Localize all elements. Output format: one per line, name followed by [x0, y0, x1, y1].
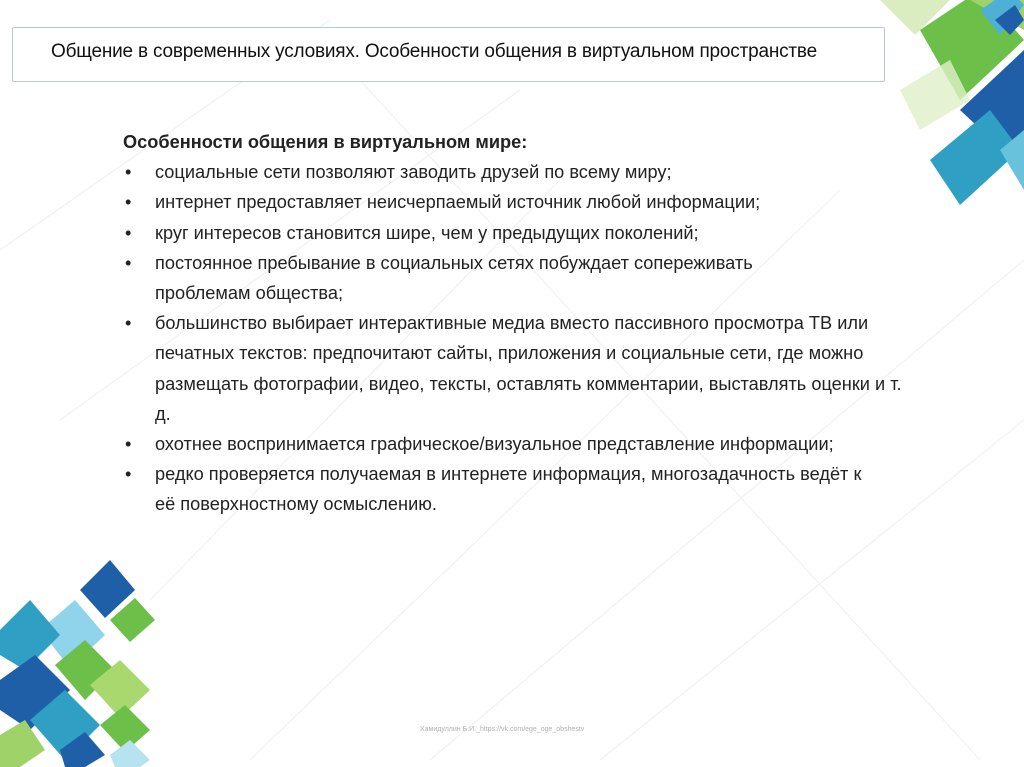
bullet-icon: •: [125, 464, 132, 485]
list-item-text: круг интересов становится шире, чем у предыдущих поколений;: [155, 222, 699, 243]
content-heading: Особенности общения в виртуальном мире:: [123, 132, 528, 152]
list-item-text: социальные сети позволяют заводить друзей по всему миру;: [155, 162, 672, 183]
title-bar: [12, 27, 885, 82]
list-item: [123, 429, 923, 459]
list-item: [123, 248, 923, 308]
bullet-icon: •: [125, 162, 132, 183]
list-item-text: постоянное пребывание в социальных сетях побуждает сопереживать проблемам общества;: [155, 252, 753, 304]
list-item-text: большинство выбирает интерактивные медиа вместо пассивного просмотра ТВ или печатных текстов: предпочитают сайты, приложения и социальные сети, где можно размещать фотографии, видео, тексты, оставлять комментарии, выставлять оценки и т. д.: [155, 313, 902, 424]
slide-content: [123, 127, 923, 520]
list-item: [123, 218, 923, 248]
footer-credit: Хамидуллин Б.И._https://vk.com/ege_oge_obshestv: [420, 726, 585, 733]
list-item: [123, 459, 923, 519]
corner-decoration-bottom-left: [0, 560, 160, 767]
bullet-icon: •: [125, 252, 132, 273]
bullet-icon: •: [125, 313, 132, 334]
list-item-text: интернет предоставляет неисчерпаемый источник любой информации;: [155, 192, 761, 213]
list-item: [123, 308, 923, 429]
bullet-icon: •: [125, 434, 132, 455]
list-item-text: редко проверяется получаемая в интернете информация, многозадачность ведёт к её поверхностному осмыслению.: [155, 464, 862, 515]
list-item: [123, 187, 923, 217]
list-item-text: охотнее воспринимается графическое/визуальное представление информации;: [155, 434, 834, 455]
list-item: [123, 157, 923, 187]
bullet-icon: •: [125, 222, 132, 243]
bullet-list: [123, 157, 923, 519]
slide-title: Общение в современных условиях. Особенности общения в виртуальном пространстве: [51, 41, 817, 62]
bullet-icon: •: [125, 192, 132, 213]
